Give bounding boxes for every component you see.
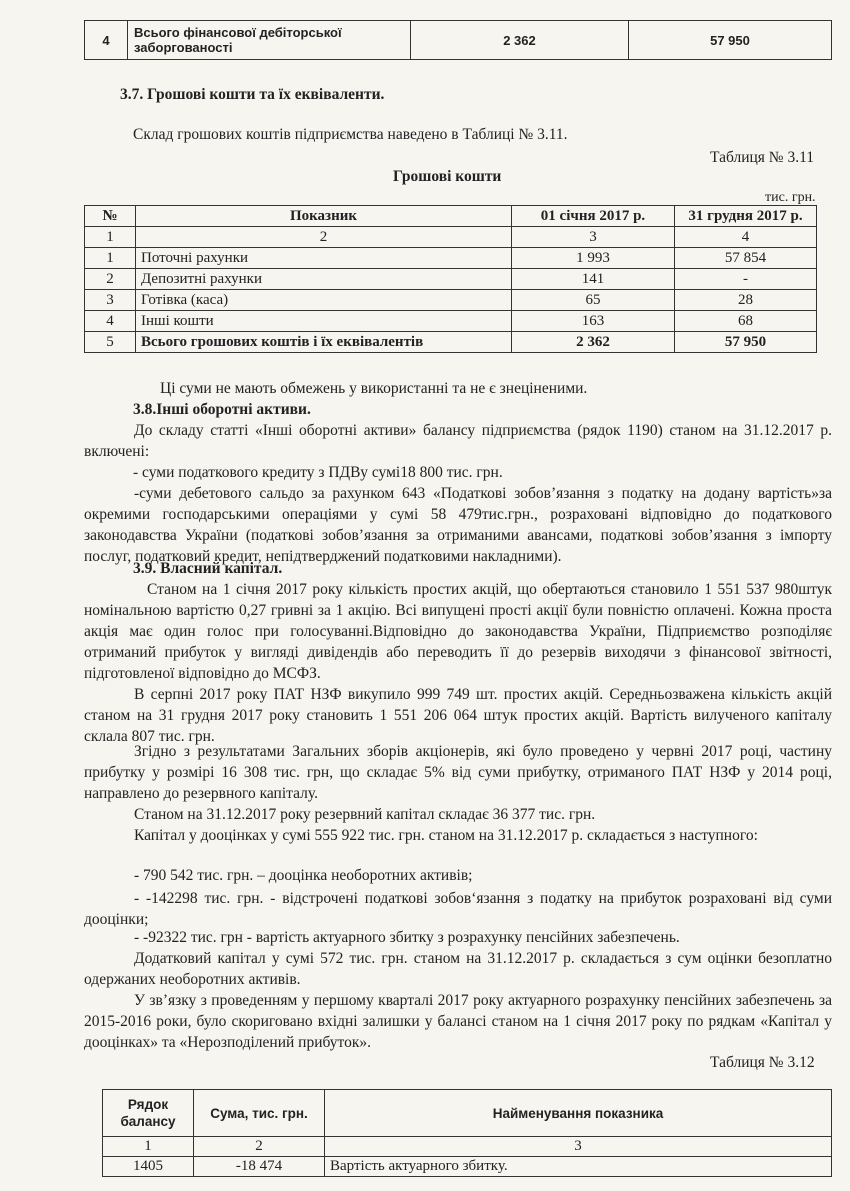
col-header: № <box>85 206 136 227</box>
table-header-row <box>103 1090 832 1137</box>
row-label: Всього фінансової дебіторської заборгованості <box>128 21 411 60</box>
table-cell: 2 <box>136 227 512 248</box>
table-cell: Депозитні рахунки <box>136 269 512 290</box>
table-cell: Всього грошових коштів і їх еквівалентів <box>136 332 512 353</box>
equity-adjustment-table <box>102 1089 832 1177</box>
value-start: 2 362 <box>411 21 629 60</box>
table-cell: 141 <box>512 269 675 290</box>
table-cell: - <box>675 269 817 290</box>
col-header: Сума, тис. грн. <box>194 1090 325 1137</box>
table-row <box>85 248 817 269</box>
paragraph: До складу статті «Інші оборотні активи» балансу підприємства (рядок 1190) станом на 31.12.2017 р. включені: <box>84 422 832 460</box>
table-cell: 5 <box>85 332 136 353</box>
table-cell: 57 854 <box>675 248 817 269</box>
col-header: Найменування показника <box>325 1090 832 1137</box>
paragraph: Згідно з результатами Загальних зборів акціонерів, які було проведено у червні 2017 році, частину прибутку у розмірі 16 308 тис. грн, що складає 5% від суми прибутку, отриманого ПАТ НЗФ у 2014 році, направлено до резервного капіталу. <box>84 743 832 802</box>
paragraph: В серпні 2017 року ПАТ НЗФ викупило 999 749 шт. простих акцій. Середньозважена кількість акцій станом на 31 грудня 2017 року становить 1 551 206 064 штук простих акцій. Вартість вилученого капіталу склала 807 тис. грн. <box>84 686 832 745</box>
table-cell: 68 <box>675 311 817 332</box>
paragraph: -суми дебетового сальдо за рахунком 643 «Податкові зобов’язання з податку на додану вартість»за окремими господарськими операціями у сумі 58 479тис.грн., розраховані відповідно до податкового законодавства України (податкові зобов’язання за отриманими авансами, податкові зобов’язання з імпорту послуг, податковий кредит, непідтверджений податковими накладними). <box>84 485 832 565</box>
section-heading-3-8: 3.8.Інші оборотні активи. <box>133 401 311 418</box>
col-header: 31 грудня 2017 р. <box>675 206 817 227</box>
cash-table <box>84 205 817 353</box>
paragraph: Станом на 31.12.2017 року резервний капітал складає 36 377 тис. грн. <box>134 806 596 823</box>
paragraph: - -142298 тис. грн. - відстрочені податкові зобов‘язання з податку на прибуток розраховані від суми дооцінки; <box>84 890 832 928</box>
table-row <box>85 269 817 290</box>
table-row <box>85 290 817 311</box>
table-cell: 163 <box>512 311 675 332</box>
table-cell: 2 <box>85 269 136 290</box>
table-cell: 2 362 <box>512 332 675 353</box>
table-cell: 3 <box>325 1137 832 1157</box>
paragraph: У зв’язку з проведенням у першому кварталі 2017 року актуарного розрахунку пенсійних забезпечень за 2015-2016 роки, було скориговано вхідні залишки у балансі станом на 1 січня 2017 року по рядкам «Капітал у дооцінках» та «Нерозподілений прибуток». <box>84 992 832 1051</box>
col-header: 01 січня 2017 р. <box>512 206 675 227</box>
value-end: 57 950 <box>629 21 832 60</box>
table-cell: -18 474 <box>194 1157 325 1177</box>
table-cell: 28 <box>675 290 817 311</box>
table-cell: 1405 <box>103 1157 194 1177</box>
table-cell: Інші кошти <box>136 311 512 332</box>
table-cell: Готівка (каса) <box>136 290 512 311</box>
table-cell: Вартість актуарного збитку. <box>325 1157 832 1177</box>
table-total-row <box>85 332 817 353</box>
paragraph: Капітал у дооцінках у сумі 555 922 тис. грн. станом на 31.12.2017 р. складається з наступного: <box>134 827 758 844</box>
paragraph: - -92322 тис. грн - вартість актуарного збитку з розрахунку пенсійних забезпечень. <box>134 929 680 946</box>
table-cell: Поточні рахунки <box>136 248 512 269</box>
table-cell: 1 <box>85 248 136 269</box>
table-cell: 1 <box>85 227 136 248</box>
table-cell: 65 <box>512 290 675 311</box>
section-heading-3-9: 3.9. Власний капітал. <box>133 560 283 577</box>
paragraph: - суми податкового кредиту з ПДВу сумі18 800 тис. грн. <box>133 464 503 481</box>
table-index-row <box>85 227 817 248</box>
col-header: Показник <box>136 206 512 227</box>
table-number: Таблиця № 3.12 <box>710 1054 815 1071</box>
section-intro: Склад грошових коштів підприємства наведено в Таблиці № 3.11. <box>133 126 568 143</box>
table-row <box>85 311 817 332</box>
row-number: 4 <box>85 21 128 60</box>
table-cell: 4 <box>675 227 817 248</box>
table-cell: 57 950 <box>675 332 817 353</box>
table-cell: 3 <box>512 227 675 248</box>
table-header-row <box>85 206 817 227</box>
table-row <box>103 1157 832 1177</box>
col-header: Рядок балансу <box>103 1090 194 1137</box>
paragraph: Станом на 1 січня 2017 року кількість простих акцій, що обертаються становило 1 551 537 980штук номінальною вартістю 0,27 гривні за 1 акцію. Всі випущені прості акції були повністю оплачені. Кожна проста акція має один голос при голосуванні.Відповідно до законодавства України, Підприємство розподіляє отриманий прибуток у вигляді дивідендів або переводить її до резервів виходячи з фінансової звітності, підготовленої відповідно до МСФЗ. <box>84 581 832 682</box>
section-heading-3-7: 3.7. Грошові кошти та їх еквіваленти. <box>120 86 385 103</box>
table-row <box>85 21 832 60</box>
table-cell: 2 <box>194 1137 325 1157</box>
paragraph: - 790 542 тис. грн. – дооцінка необоротних активів; <box>134 867 473 884</box>
table-cell: 1 993 <box>512 248 675 269</box>
paragraph: Ці суми не мають обмежень у використанні та не є знеціненими. <box>160 380 588 397</box>
table-unit: тис. грн. <box>765 190 816 205</box>
table-index-row <box>103 1137 832 1157</box>
table-cell: 3 <box>85 290 136 311</box>
table-cell: 4 <box>85 311 136 332</box>
receivables-total-table <box>84 20 832 60</box>
paragraph: Додатковий капітал у сумі 572 тис. грн. станом на 31.12.2017 р. складається з сум оцінки безоплатно одержаних необоротних активів. <box>84 950 832 988</box>
table-number: Таблиця № 3.11 <box>710 149 815 166</box>
table-cell: 1 <box>103 1137 194 1157</box>
table-title: Грошові кошти <box>393 168 502 185</box>
